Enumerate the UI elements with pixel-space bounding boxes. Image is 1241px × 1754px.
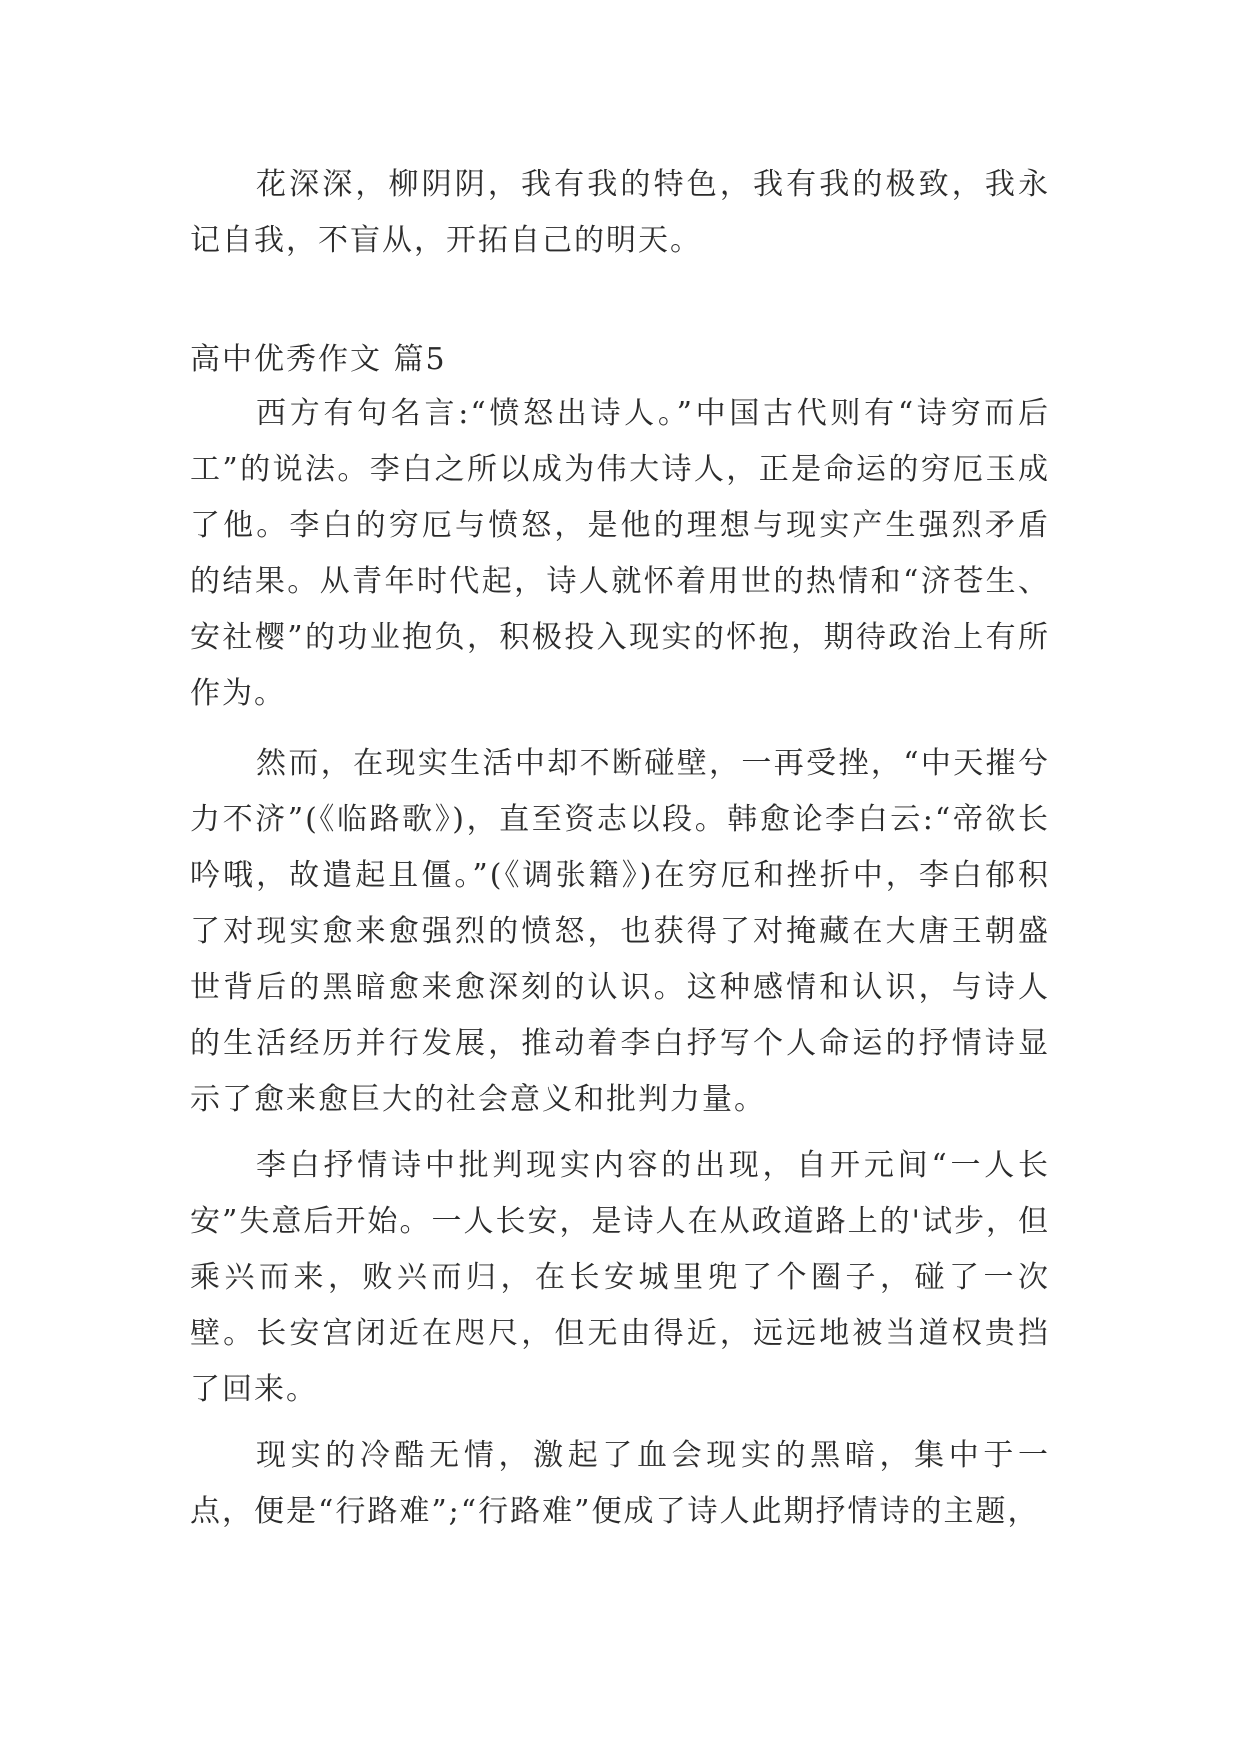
body-paragraph: 西方有句名言:“愤怒出诗人。”中国古代则有“诗穷而后工”的说法。李白之所以成为伟大诗人，正是命运的穷厄玉成了他。李白的穷厄与愤怒，是他的理想与现实产生强烈矛盾的结果。从青年时代起，诗人就怀着用世的热情和“济苍生、安社樱”的功业抱负，积极投入现实的怀抱，期待政治上有所作为。 [190, 396, 1050, 711]
body-paragraph: 李白抒情诗中批判现实内容的出现，自开元间“一人长安”失意后开始。一人长安，是诗人在从政道路上的'试步，但乘兴而来，败兴而归，在长安城里兜了个圈子，碰了一次壁。长安宫闭近在咫尺，但无由得近，远远地被当道权贵挡了回来。 [190, 1148, 1050, 1407]
section-heading: 高中优秀作文 篇5 [190, 342, 447, 377]
body-paragraph: 然而，在现实生活中却不断碰壁，一再受挫，“中天摧兮力不济”(《临路歌》)，直至资志以段。韩愈论李白云:“帝欲长吟哦，故遣起且僵。”(《调张籍》)在穷厄和挫折中，李白郁积了对现实愈来愈强烈的愤怒，也获得了对掩藏在大唐王朝盛世背后的黑暗愈来愈深刻的认识。这种感情和认识，与诗人的生活经历并行发展，推动着李白抒写个人命运的抒情诗显示了愈来愈巨大的社会意义和批判力量。 [190, 746, 1050, 1117]
body-paragraph: 花深深，柳阴阴，我有我的特色，我有我的极致，我永记自我，不盲从，开拓自己的明天。 [190, 167, 1050, 258]
body-paragraph: 现实的冷酷无情，激起了血会现实的黑暗，集中于一点，便是“行路难”;“行路难”便成了诗人此期抒情诗的主题， [190, 1438, 1050, 1529]
